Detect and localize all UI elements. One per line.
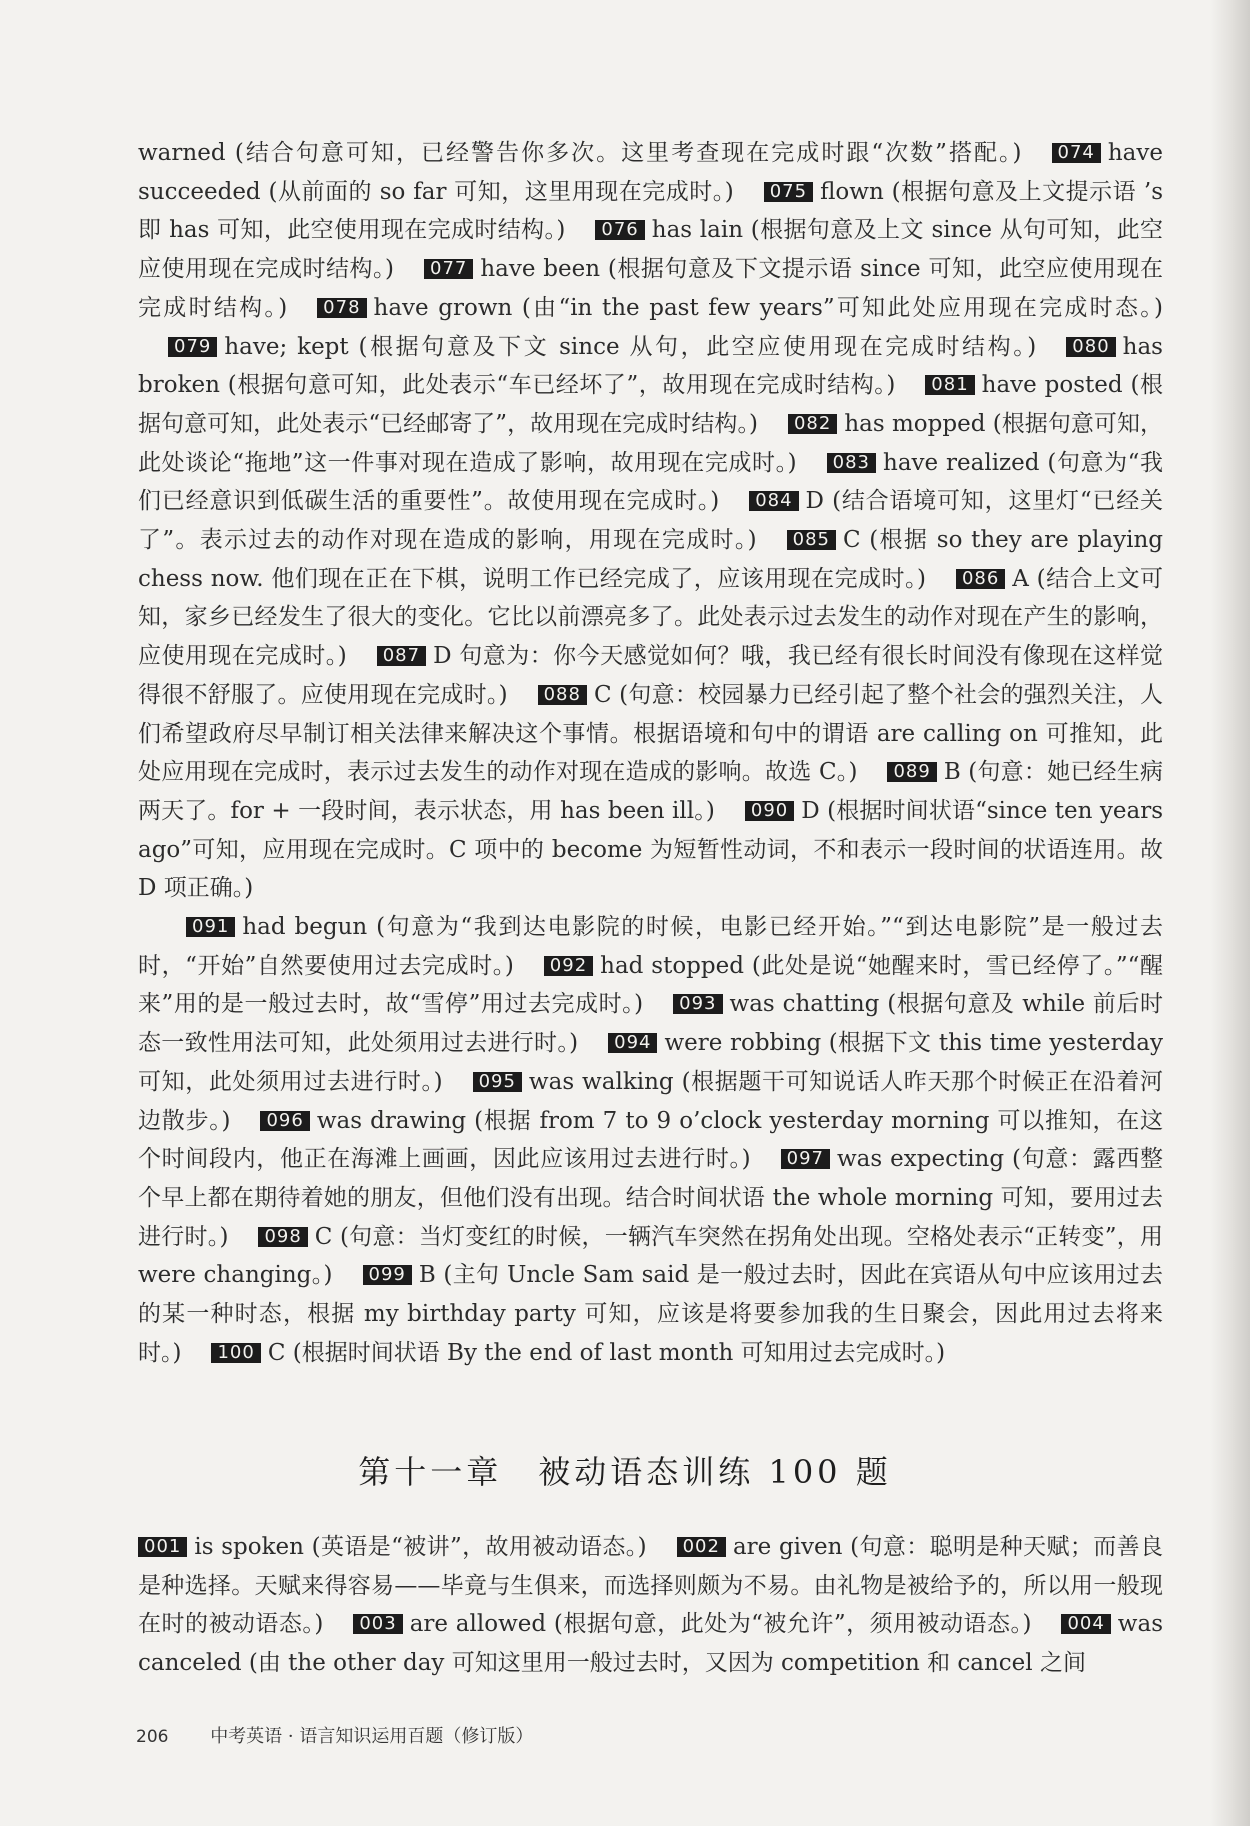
answer-text: B (主句 Uncle Sam said 是一般过去时，因此在宾语从句中应该用过去的某一种时态，根据 my birthday party 可知，应该是将要参加我的生日聚会，因此用过去将来时。) <box>138 1262 1163 1366</box>
page-edge-shadow <box>1210 0 1250 1826</box>
question-number-badge: 088 <box>538 685 587 705</box>
answer-text: was drawing (根据 from 7 to 9 o’clock yesterday morning 可以推知，在这个时间段内，他正在海滩上画画，因此应该用过去进行时。) <box>138 1107 1164 1173</box>
answer-text: were robbing (根据下文 this time yesterday 可知，此处须用过去进行时。) <box>138 1030 1163 1095</box>
answer-text: D (根据时间状语“since ten years ago”可知，应用现在完成时。C 项中的 become 为短暂性动词，不和表示一段时间的状语连用。故 D 项正确。) <box>138 797 1163 902</box>
question-number-badge: 087 <box>377 646 426 666</box>
answer-text: C (根据时间状语 By the end of last month 可知用过去完成时。) <box>267 1339 946 1366</box>
answer-text: C (根据 so they are playing chess now. 他们现在正在下棋，说明工作已经完成了，应该用现在完成时。) <box>138 527 1163 592</box>
question-number-badge: 097 <box>781 1149 830 1169</box>
answer-text: have posted (根据句意可知，此处表示“已经邮寄了”，故用现在完成时结构。) <box>138 372 1163 437</box>
answer-text: was canceled (由 the other day 可知这里用一般过去时，又因为 competition 和 cancel 之间 <box>138 1611 1163 1677</box>
answer-block-ch10 <box>138 134 1163 1373</box>
answer-text: are given (句意：聪明是种天赋；而善良是种选择。天赋来得容易——毕竟与生俱来，而选择则颇为不易。由礼物是被给予的，所以用一般现在时的被动语态。) <box>138 1534 1163 1638</box>
answer-text: have; kept (根据句意及下文 since 从句，此空应使用现在完成时结构。) <box>224 333 1037 360</box>
question-number-badge: 094 <box>608 1033 657 1053</box>
page-number: 206 <box>136 1727 169 1747</box>
answer-text: had stopped (此处是说“她醒来时，雪已经停了。”“醒来”用的是一般过去时，故“雪停”用过去完成时。) <box>138 952 1163 1018</box>
question-number-badge: 001 <box>138 1537 187 1557</box>
answer-text: have grown (由“in the past few years”可知此处应用现在完成时态。) <box>373 294 1163 321</box>
question-number-badge: 075 <box>764 182 813 202</box>
answer-text: is spoken (英语是“被讲”，故用被动语态。) <box>194 1534 647 1560</box>
question-number-badge: 098 <box>258 1227 307 1247</box>
answer-text: has mopped (根据句意可知，此处谈论“拖地”这一件事对现在造成了影响，故用现在完成时。) <box>138 410 1163 476</box>
answer-text: have been (根据句意及下文提示语 since 可知，此空应使用现在完成时结构。) <box>138 256 1163 321</box>
answer-text: B (句意：她已经生病两天了。for + 一段时间，表示状态，用 has been ill。) <box>138 759 1164 824</box>
question-number-badge: 080 <box>1066 337 1115 357</box>
question-number-badge: 100 <box>211 1343 260 1363</box>
answer-text: D (结合语境可知，这里灯“已经关了”。表示过去的动作对现在造成的影响，用现在完成时。) <box>138 488 1164 554</box>
question-number-badge: 083 <box>827 453 876 473</box>
question-number-badge: 076 <box>595 220 644 240</box>
question-number-badge: 078 <box>317 298 366 318</box>
answer-text: was walking (根据题干可知说话人昨天那个时候正在沿着河边散步。) <box>138 1068 1163 1134</box>
question-number-badge: 081 <box>925 375 974 395</box>
answer-text: C (句意：校园暴力已经引起了整个社会的强烈关注，人们希望政府尽早制订相关法律来解决这个事情。根据语境和句中的谓语 are calling on 可推知，此处应用现在完成时，表示过去发生的动作对现在造成的影响。故选 C。) <box>138 681 1163 786</box>
question-number-badge: 096 <box>260 1111 309 1131</box>
question-number-badge: 004 <box>1061 1614 1110 1634</box>
page-footer <box>136 1722 533 1748</box>
question-number-badge: 099 <box>363 1265 412 1285</box>
answer-text: C (句意：当灯变红的时候，一辆汽车突然在拐角处出现。空格处表示“正转变”，用 were changing。) <box>138 1223 1163 1289</box>
answer-text: are allowed (根据句意，此处为“被允许”，须用被动语态。) <box>409 1611 1032 1638</box>
answer-paragraph-3 <box>138 1528 1163 1683</box>
question-number-badge: 095 <box>473 1072 522 1092</box>
answer-text: have succeeded (从前面的 so far 可知，这里用现在完成时。) <box>138 140 1163 205</box>
answer-paragraph-1 <box>138 134 1163 908</box>
answer-text: has lain (根据句意及上文 since 从句可知，此空应使用现在完成时结构。) <box>138 217 1163 283</box>
question-number-badge: 090 <box>745 801 794 821</box>
question-number-badge: 086 <box>956 569 1005 589</box>
question-number-badge: 091 <box>186 917 235 937</box>
question-number-badge: 085 <box>787 530 836 550</box>
answer-block-ch11 <box>138 1528 1163 1683</box>
question-number-badge: 084 <box>749 491 798 511</box>
question-number-badge: 082 <box>788 414 837 434</box>
question-number-badge: 074 <box>1052 143 1101 163</box>
answer-text: A (结合上文可知，家乡已经发生了很大的变化。它比以前漂亮多了。此处表示过去发生的动作对现在产生的影响，应使用现在完成时。) <box>138 565 1163 670</box>
answer-text: warned (结合句意可知，已经警告你多次。这里考查现在完成时跟“次数”搭配。) <box>138 140 1022 166</box>
question-number-badge: 092 <box>544 956 593 976</box>
chapter-title: 第十一章 被动语态训练 100 题 <box>358 1453 892 1491</box>
answer-text: have realized (句意为“我们已经意识到低碳生活的重要性”。故使用现在完成时。) <box>138 449 1164 515</box>
question-number-badge: 089 <box>887 762 936 782</box>
question-number-badge: 003 <box>353 1614 402 1634</box>
answer-text: was chatting (根据句意及 while 前后时态一致性用法可知，此处须用过去进行时。) <box>138 991 1164 1057</box>
question-number-badge: 002 <box>677 1537 726 1557</box>
question-number-badge: 077 <box>424 259 473 279</box>
answer-paragraph-2 <box>138 908 1163 1372</box>
answer-text: has broken (根据句意可知，此处表示“车已经坏了”，故用现在完成时结构。) <box>138 333 1163 399</box>
book-title: 中考英语 · 语言知识运用百题（修订版） <box>210 1726 534 1747</box>
answer-text: was expecting (句意：露西整个早上都在期待着她的朋友，但他们没有出现。结合时间状语 the whole morning 可知，要用过去进行时。) <box>138 1146 1163 1250</box>
question-number-badge: 093 <box>673 994 722 1014</box>
answer-text: D 句意为：你今天感觉如何？哦，我已经有很长时间没有像现在这样觉得很不舒服了。应使用现在完成时。) <box>138 643 1163 708</box>
answer-text: had begun (句意为“我到达电影院的时候，电影已经开始。”“到达电影院”是一般过去时，“开始”自然要使用过去完成时。) <box>138 914 1163 979</box>
question-number-badge: 079 <box>168 337 217 357</box>
answer-text: flown (根据句意及上文提示语 ’s 即 has 可知，此空使用现在完成时结构。) <box>138 178 1163 244</box>
